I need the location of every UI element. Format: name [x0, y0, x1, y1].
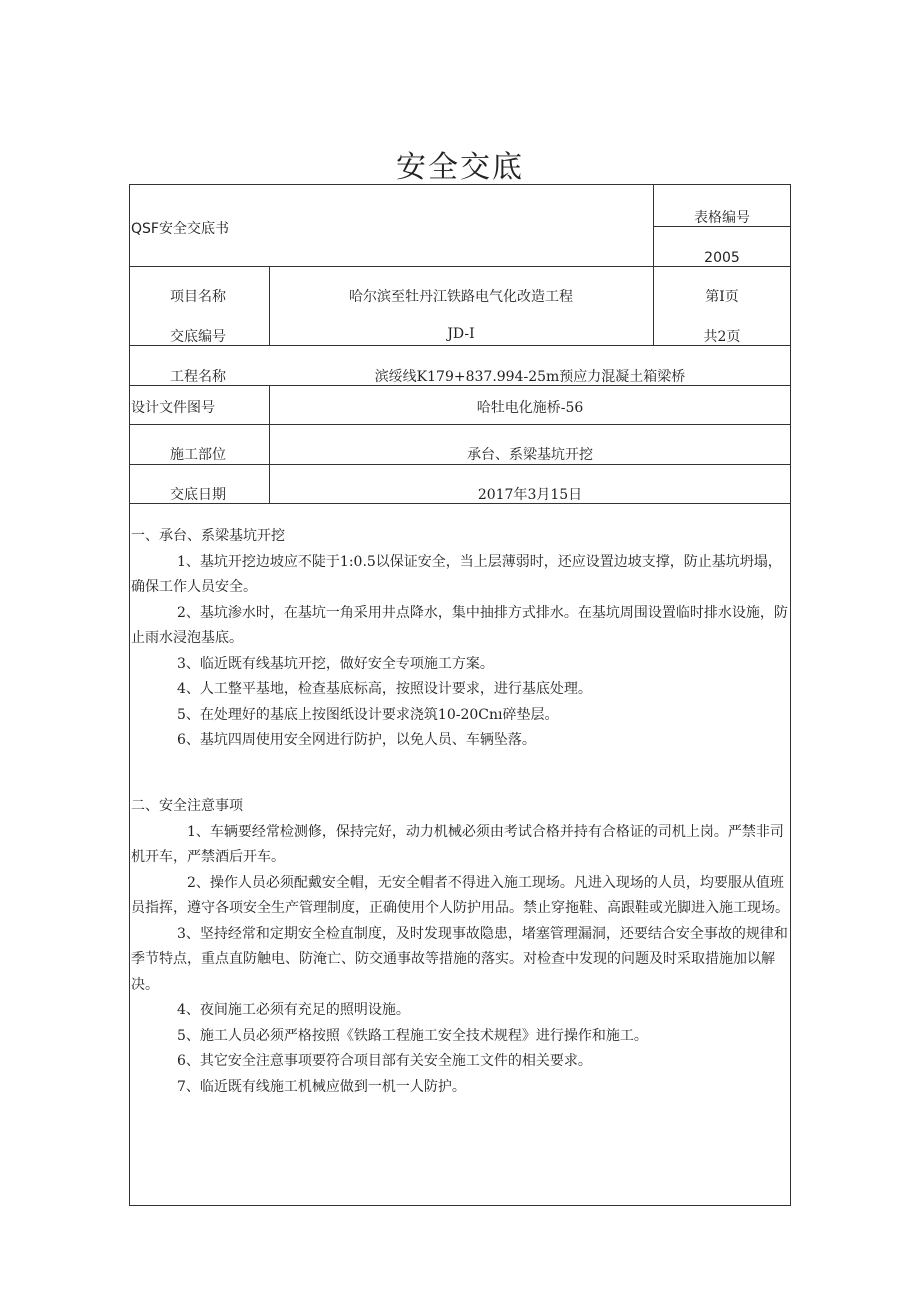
- list-item: 6、基坑四周使用安全网进行防护，以免人员、车辆坠落。: [177, 732, 536, 748]
- table-line: [129, 424, 791, 425]
- list-item: 1、车辆要经常检测修，保持完好，动力机械必须由考试合格并持有合格证的司机上岗。严禁非司机开车，严禁酒后开车。: [131, 823, 784, 865]
- disclosure-code-label: 交底编号: [170, 329, 226, 345]
- document-title: 安全交底: [396, 150, 524, 185]
- work-name-value: 滨绥线K179+837.994-25m预应力混凝土箱梁桥: [374, 369, 686, 385]
- list-item: 7、临近既有线施工机械应做到一机一人防护。: [177, 1078, 466, 1095]
- list-item: 3、临近既有线基坑开挖，做好安全专项施工方案。: [177, 655, 494, 672]
- section-heading: 二、安全注意事项: [131, 798, 243, 814]
- list-item: 4、夜间施工必须有充足的照明设施。: [177, 1002, 410, 1018]
- page-total: 共2页: [703, 329, 741, 345]
- form-number-label: 表格编号: [694, 210, 750, 226]
- form-name: QSF安全交底书: [131, 221, 229, 237]
- page-number: 第I页: [705, 289, 739, 305]
- list-item: 2、基坑渗水时，在基坑一角采用井点降水，集中抽排方式排水。在基坑周围设置临时排水设施，防止雨水浸泡基底。: [131, 604, 788, 646]
- project-name-label: 项目名称: [170, 289, 226, 305]
- list-item: 3、坚持经常和定期安全检直制度，及时发现事故隐患，堵塞管理漏洞，还要结合安全事故的规律和季节特点，重点直防触电、防淹亡、防交通事故等措施的落实。对检查中发现的问题及时采取措施加以解决。: [131, 925, 788, 993]
- project-name-value: 哈尔滨至牡丹江铁路电气化改造工程: [349, 289, 573, 305]
- list-item: 5、在处理好的基底上按图纸设计要求浇筑10-20Cnı碎垫层。: [177, 706, 559, 723]
- list-item: 6、其它安全注意事项要符合项目部有关安全施工文件的相关要求。: [177, 1053, 592, 1069]
- disclosure-date-label: 交底日期: [170, 487, 226, 503]
- work-name-label: 工程名称: [170, 369, 226, 385]
- disclosure-code-value: JD-I: [447, 326, 475, 342]
- section-1: [131, 524, 789, 754]
- construction-part-label: 施工部位: [170, 447, 226, 463]
- table-line: [129, 464, 791, 465]
- section-heading: 一、承台、系梁基坑开挖: [131, 528, 285, 544]
- list-item: 2、操作人员必须配戴安全帽，无安全帽者不得进入施工现场。凡进入现场的人员，均要服从值班员指挥，遵守各项安全生产管理制度，正确使用个人防护用品。禁止穿拖鞋、高跟鞋或光脚进入施工现场。: [131, 874, 789, 916]
- design-doc-label: 设计文件图号: [131, 400, 215, 416]
- section-2: [131, 794, 789, 1100]
- disclosure-date-value: 2017年3月15日: [477, 487, 583, 503]
- design-doc-value: 哈牡电化施桥-56: [476, 400, 584, 416]
- list-item: 5、施工人员必须严格按照《铁路工程施工安全技术规程》进行操作和施工。: [177, 1027, 648, 1044]
- list-item: 1、基坑开挖边坡应不陡于1:0.5以保证安全，当上层薄弱时，还应设置边坡支撑，防止基坑坍塌，确保工作人员安全。: [131, 553, 782, 595]
- construction-part-value: 承台、系梁基坑开挖: [467, 447, 593, 463]
- form-number: 2005: [704, 250, 740, 266]
- list-item: 4、人工整平基地，检查基底标高，按照设计要求，进行基底处理。: [177, 681, 592, 697]
- table-line: [129, 266, 791, 267]
